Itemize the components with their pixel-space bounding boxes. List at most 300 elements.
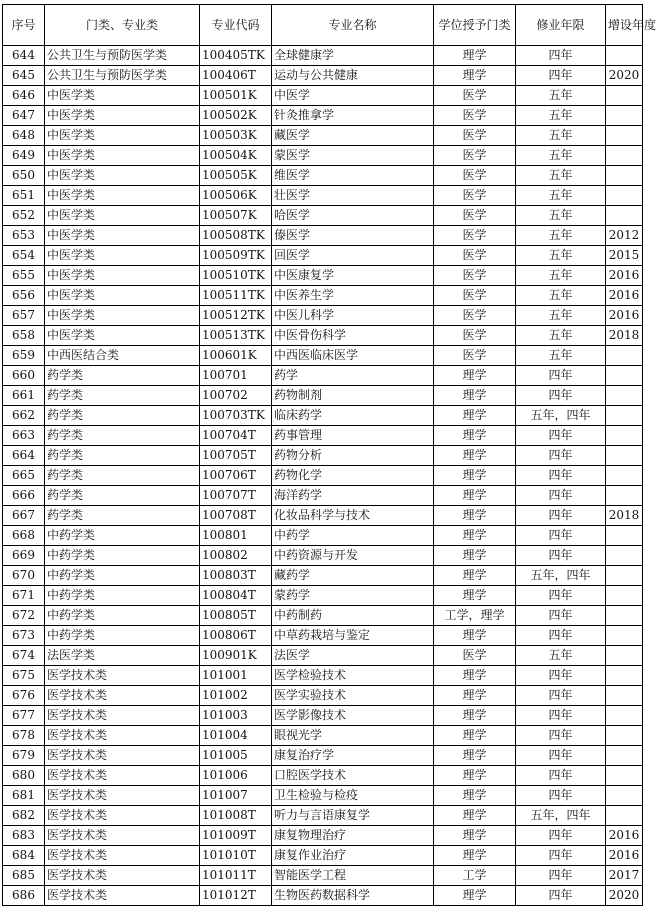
cell-category: 药学类	[45, 446, 200, 466]
cell-code: 100601K	[200, 346, 272, 366]
cell-seq: 671	[3, 586, 45, 606]
table-row	[3, 846, 643, 866]
cell-major-name: 康复治疗学	[272, 746, 434, 766]
cell-duration: 五年，四年	[516, 566, 606, 586]
cell-degree: 理学	[434, 686, 516, 706]
cell-code: 101009T	[200, 826, 272, 846]
table-row	[3, 466, 643, 486]
cell-code: 101012T	[200, 886, 272, 906]
cell-major-name: 医学影像技术	[272, 706, 434, 726]
table-row	[3, 246, 643, 266]
cell-code: 100706T	[200, 466, 272, 486]
cell-major-name: 运动与公共健康	[272, 66, 434, 86]
cell-seq: 644	[3, 46, 45, 66]
table-row	[3, 426, 643, 446]
cell-duration: 四年	[516, 846, 606, 866]
cell-major-name: 中西医临床医学	[272, 346, 434, 366]
cell-year	[606, 786, 643, 806]
header-year: 增设年度	[606, 5, 643, 46]
table-row	[3, 886, 643, 906]
cell-duration: 五年	[516, 226, 606, 246]
cell-category: 中药学类	[45, 586, 200, 606]
cell-seq: 678	[3, 726, 45, 746]
cell-major-name: 眼视光学	[272, 726, 434, 746]
cell-category: 中医学类	[45, 86, 200, 106]
cell-degree: 理学	[434, 466, 516, 486]
cell-degree: 医学	[434, 326, 516, 346]
cell-code: 101004	[200, 726, 272, 746]
cell-year: 2016	[606, 306, 643, 326]
cell-degree: 理学	[434, 626, 516, 646]
cell-category: 医学技术类	[45, 806, 200, 826]
table-row	[3, 566, 643, 586]
table-row	[3, 226, 643, 246]
cell-seq: 667	[3, 506, 45, 526]
table-row	[3, 406, 643, 426]
cell-year	[606, 686, 643, 706]
cell-degree: 理学	[434, 446, 516, 466]
cell-duration: 四年	[516, 546, 606, 566]
cell-major-name: 口腔医学技术	[272, 766, 434, 786]
cell-degree: 医学	[434, 86, 516, 106]
cell-year	[606, 446, 643, 466]
cell-code: 100704T	[200, 426, 272, 446]
cell-code: 100502K	[200, 106, 272, 126]
cell-seq: 658	[3, 326, 45, 346]
cell-seq: 668	[3, 526, 45, 546]
cell-degree: 理学	[434, 846, 516, 866]
cell-duration: 四年	[516, 526, 606, 546]
cell-seq: 650	[3, 166, 45, 186]
cell-year: 2015	[606, 246, 643, 266]
table-row	[3, 346, 643, 366]
cell-category: 医学技术类	[45, 686, 200, 706]
cell-seq: 657	[3, 306, 45, 326]
cell-category: 药学类	[45, 426, 200, 446]
cell-degree: 理学	[434, 426, 516, 446]
cell-code: 101006	[200, 766, 272, 786]
cell-degree: 医学	[434, 106, 516, 126]
cell-year: 2020	[606, 886, 643, 906]
cell-major-name: 化妆品科学与技术	[272, 506, 434, 526]
cell-year	[606, 166, 643, 186]
table-row	[3, 746, 643, 766]
cell-major-name: 哈医学	[272, 206, 434, 226]
cell-duration: 四年	[516, 826, 606, 846]
table-row	[3, 866, 643, 886]
cell-seq: 651	[3, 186, 45, 206]
cell-duration: 四年	[516, 506, 606, 526]
cell-degree: 医学	[434, 346, 516, 366]
cell-category: 医学技术类	[45, 826, 200, 846]
cell-year	[606, 146, 643, 166]
cell-code: 100801	[200, 526, 272, 546]
cell-category: 中医学类	[45, 286, 200, 306]
cell-major-name: 药物制剂	[272, 386, 434, 406]
cell-duration: 四年	[516, 366, 606, 386]
cell-degree: 理学	[434, 706, 516, 726]
header-name: 专业名称	[272, 5, 434, 46]
cell-year	[606, 186, 643, 206]
cell-duration: 四年	[516, 706, 606, 726]
cell-category: 法医学类	[45, 646, 200, 666]
cell-major-name: 医学检验技术	[272, 666, 434, 686]
cell-category: 公共卫生与预防医学类	[45, 66, 200, 86]
table-row	[3, 546, 643, 566]
table-row	[3, 386, 643, 406]
cell-category: 医学技术类	[45, 766, 200, 786]
cell-major-name: 中医儿科学	[272, 306, 434, 326]
cell-duration: 四年	[516, 46, 606, 66]
cell-duration: 四年	[516, 66, 606, 86]
cell-year	[606, 46, 643, 66]
cell-seq: 683	[3, 826, 45, 846]
cell-code: 100708T	[200, 506, 272, 526]
cell-category: 医学技术类	[45, 746, 200, 766]
cell-duration: 五年	[516, 206, 606, 226]
cell-major-name: 药学	[272, 366, 434, 386]
cell-category: 中医学类	[45, 246, 200, 266]
cell-code: 100702	[200, 386, 272, 406]
cell-code: 100503K	[200, 126, 272, 146]
cell-category: 中药学类	[45, 626, 200, 646]
cell-code: 100509TK	[200, 246, 272, 266]
cell-category: 中医学类	[45, 306, 200, 326]
cell-duration: 五年	[516, 346, 606, 366]
table-row	[3, 286, 643, 306]
cell-code: 101007	[200, 786, 272, 806]
cell-duration: 四年	[516, 606, 606, 626]
cell-seq: 656	[3, 286, 45, 306]
cell-duration: 四年	[516, 766, 606, 786]
cell-seq: 675	[3, 666, 45, 686]
cell-degree: 理学	[434, 766, 516, 786]
cell-code: 100511TK	[200, 286, 272, 306]
cell-major-name: 藏医学	[272, 126, 434, 146]
cell-category: 药学类	[45, 406, 200, 426]
cell-duration: 四年	[516, 586, 606, 606]
cell-year	[606, 366, 643, 386]
cell-duration: 五年	[516, 286, 606, 306]
table-row	[3, 326, 643, 346]
cell-category: 医学技术类	[45, 786, 200, 806]
cell-major-name: 藏药学	[272, 566, 434, 586]
cell-category: 中医学类	[45, 186, 200, 206]
cell-major-name: 中医学	[272, 86, 434, 106]
cell-major-name: 中药资源与开发	[272, 546, 434, 566]
table-row	[3, 366, 643, 386]
cell-seq: 673	[3, 626, 45, 646]
table-row	[3, 586, 643, 606]
cell-degree: 理学	[434, 546, 516, 566]
cell-degree: 理学	[434, 726, 516, 746]
cell-major-name: 蒙医学	[272, 146, 434, 166]
cell-seq: 655	[3, 266, 45, 286]
cell-year	[606, 206, 643, 226]
cell-code: 101002	[200, 686, 272, 706]
cell-code: 100512TK	[200, 306, 272, 326]
cell-code: 100505K	[200, 166, 272, 186]
cell-duration: 四年	[516, 886, 606, 906]
table-row	[3, 666, 643, 686]
cell-degree: 理学	[434, 386, 516, 406]
cell-major-name: 中医康复学	[272, 266, 434, 286]
cell-degree: 理学	[434, 826, 516, 846]
cell-year	[606, 386, 643, 406]
cell-major-name: 维医学	[272, 166, 434, 186]
cell-duration: 四年	[516, 446, 606, 466]
table-row	[3, 646, 643, 666]
cell-code: 101011T	[200, 866, 272, 886]
table-row	[3, 446, 643, 466]
cell-code: 101008T	[200, 806, 272, 826]
cell-year	[606, 626, 643, 646]
cell-degree: 理学	[434, 886, 516, 906]
cell-degree: 理学	[434, 806, 516, 826]
cell-code: 100705T	[200, 446, 272, 466]
cell-duration: 四年	[516, 746, 606, 766]
cell-duration: 五年	[516, 186, 606, 206]
cell-major-name: 智能医学工程	[272, 866, 434, 886]
cell-degree: 理学	[434, 586, 516, 606]
cell-degree: 工学	[434, 866, 516, 886]
cell-category: 中西医结合类	[45, 346, 200, 366]
cell-seq: 677	[3, 706, 45, 726]
cell-duration: 四年	[516, 666, 606, 686]
cell-code: 100703TK	[200, 406, 272, 426]
cell-code: 100507K	[200, 206, 272, 226]
table-row	[3, 46, 643, 66]
cell-code: 100510TK	[200, 266, 272, 286]
table-row	[3, 506, 643, 526]
cell-major-name: 中药学	[272, 526, 434, 546]
table-row	[3, 486, 643, 506]
cell-code: 100701	[200, 366, 272, 386]
cell-year	[606, 766, 643, 786]
cell-year	[606, 426, 643, 446]
cell-degree: 理学	[434, 566, 516, 586]
cell-degree: 医学	[434, 186, 516, 206]
table-row	[3, 706, 643, 726]
cell-major-name: 卫生检验与检疫	[272, 786, 434, 806]
cell-degree: 理学	[434, 406, 516, 426]
cell-year: 2020	[606, 66, 643, 86]
table-row	[3, 686, 643, 706]
cell-major-name: 康复作业治疗	[272, 846, 434, 866]
cell-year	[606, 706, 643, 726]
cell-seq: 646	[3, 86, 45, 106]
cell-seq: 672	[3, 606, 45, 626]
cell-category: 药学类	[45, 466, 200, 486]
cell-major-name: 回医学	[272, 246, 434, 266]
cell-code: 100804T	[200, 586, 272, 606]
cell-code: 100803T	[200, 566, 272, 586]
cell-seq: 645	[3, 66, 45, 86]
cell-degree: 医学	[434, 286, 516, 306]
cell-major-name: 全球健康学	[272, 46, 434, 66]
cell-code: 101001	[200, 666, 272, 686]
cell-duration: 四年	[516, 386, 606, 406]
cell-duration: 五年	[516, 166, 606, 186]
table-row	[3, 766, 643, 786]
cell-code: 101005	[200, 746, 272, 766]
cell-category: 中医学类	[45, 126, 200, 146]
cell-seq: 676	[3, 686, 45, 706]
header-code: 专业代码	[200, 5, 272, 46]
cell-year	[606, 666, 643, 686]
cell-seq: 680	[3, 766, 45, 786]
cell-code: 100901K	[200, 646, 272, 666]
cell-seq: 652	[3, 206, 45, 226]
cell-year	[606, 566, 643, 586]
cell-duration: 五年	[516, 146, 606, 166]
cell-year	[606, 526, 643, 546]
cell-code: 100506K	[200, 186, 272, 206]
table-row	[3, 106, 643, 126]
table-row	[3, 66, 643, 86]
cell-seq: 662	[3, 406, 45, 426]
cell-degree: 理学	[434, 66, 516, 86]
cell-major-name: 中医骨伤科学	[272, 326, 434, 346]
cell-duration: 五年，四年	[516, 406, 606, 426]
cell-code: 100805T	[200, 606, 272, 626]
cell-degree: 理学	[434, 666, 516, 686]
table-row	[3, 526, 643, 546]
header-seq: 序号	[3, 5, 45, 46]
cell-major-name: 傣医学	[272, 226, 434, 246]
cell-degree: 医学	[434, 646, 516, 666]
cell-duration: 五年	[516, 326, 606, 346]
cell-category: 中医学类	[45, 226, 200, 246]
table-row	[3, 146, 643, 166]
cell-category: 药学类	[45, 366, 200, 386]
cell-category: 中医学类	[45, 166, 200, 186]
cell-category: 中药学类	[45, 606, 200, 626]
cell-degree: 医学	[434, 166, 516, 186]
cell-degree: 医学	[434, 206, 516, 226]
cell-major-name: 壮医学	[272, 186, 434, 206]
cell-code: 101003	[200, 706, 272, 726]
cell-seq: 660	[3, 366, 45, 386]
table-body	[3, 46, 643, 906]
cell-duration: 四年	[516, 426, 606, 446]
cell-category: 中医学类	[45, 206, 200, 226]
table-row	[3, 606, 643, 626]
cell-major-name: 海洋药学	[272, 486, 434, 506]
cell-major-name: 蒙药学	[272, 586, 434, 606]
table-header-row	[3, 5, 643, 46]
table-row	[3, 86, 643, 106]
cell-year	[606, 106, 643, 126]
cell-duration: 四年	[516, 466, 606, 486]
cell-category: 医学技术类	[45, 886, 200, 906]
cell-year	[606, 646, 643, 666]
cell-code: 100806T	[200, 626, 272, 646]
cell-category: 中药学类	[45, 566, 200, 586]
table-row	[3, 206, 643, 226]
header-degree: 学位授予门类	[434, 5, 516, 46]
cell-duration: 四年	[516, 726, 606, 746]
cell-code: 100802	[200, 546, 272, 566]
cell-category: 医学技术类	[45, 666, 200, 686]
cell-degree: 理学	[434, 746, 516, 766]
cell-major-name: 药物化学	[272, 466, 434, 486]
cell-duration: 四年	[516, 866, 606, 886]
table-row	[3, 786, 643, 806]
cell-year: 2016	[606, 266, 643, 286]
cell-category: 中医学类	[45, 106, 200, 126]
cell-year	[606, 126, 643, 146]
cell-code: 100501K	[200, 86, 272, 106]
cell-major-name: 中草药栽培与鉴定	[272, 626, 434, 646]
cell-duration: 五年	[516, 246, 606, 266]
cell-major-name: 药物分析	[272, 446, 434, 466]
cell-year: 2016	[606, 286, 643, 306]
cell-duration: 五年	[516, 266, 606, 286]
cell-year	[606, 86, 643, 106]
header-duration: 修业年限	[516, 5, 606, 46]
cell-year: 2017	[606, 866, 643, 886]
cell-category: 中医学类	[45, 146, 200, 166]
cell-year	[606, 726, 643, 746]
cell-degree: 医学	[434, 306, 516, 326]
cell-year	[606, 606, 643, 626]
cell-degree: 理学	[434, 366, 516, 386]
cell-category: 药学类	[45, 486, 200, 506]
cell-duration: 四年	[516, 626, 606, 646]
cell-year	[606, 406, 643, 426]
cell-year	[606, 746, 643, 766]
cell-seq: 661	[3, 386, 45, 406]
cell-seq: 674	[3, 646, 45, 666]
cell-year: 2016	[606, 846, 643, 866]
cell-major-name: 生物医药数据科学	[272, 886, 434, 906]
cell-category: 医学技术类	[45, 706, 200, 726]
cell-major-name: 针灸推拿学	[272, 106, 434, 126]
cell-year: 2018	[606, 326, 643, 346]
cell-duration: 四年	[516, 786, 606, 806]
cell-seq: 663	[3, 426, 45, 446]
cell-seq: 685	[3, 866, 45, 886]
cell-major-name: 听力与言语康复学	[272, 806, 434, 826]
cell-category: 公共卫生与预防医学类	[45, 46, 200, 66]
table-row	[3, 166, 643, 186]
cell-duration: 五年	[516, 306, 606, 326]
cell-major-name: 法医学	[272, 646, 434, 666]
cell-major-name: 康复物理治疗	[272, 826, 434, 846]
cell-degree: 医学	[434, 266, 516, 286]
cell-seq: 666	[3, 486, 45, 506]
cell-category: 医学技术类	[45, 846, 200, 866]
cell-duration: 五年	[516, 126, 606, 146]
cell-category: 医学技术类	[45, 866, 200, 886]
cell-category: 中药学类	[45, 526, 200, 546]
cell-category: 医学技术类	[45, 726, 200, 746]
table-row	[3, 186, 643, 206]
cell-major-name: 药事管理	[272, 426, 434, 446]
cell-duration: 五年	[516, 646, 606, 666]
cell-duration: 五年	[516, 86, 606, 106]
cell-seq: 665	[3, 466, 45, 486]
majors-table	[2, 4, 656, 906]
cell-seq: 682	[3, 806, 45, 826]
cell-category: 药学类	[45, 506, 200, 526]
cell-degree: 医学	[434, 146, 516, 166]
cell-category: 中医学类	[45, 326, 200, 346]
cell-seq: 681	[3, 786, 45, 806]
cell-degree: 理学	[434, 46, 516, 66]
cell-seq: 679	[3, 746, 45, 766]
